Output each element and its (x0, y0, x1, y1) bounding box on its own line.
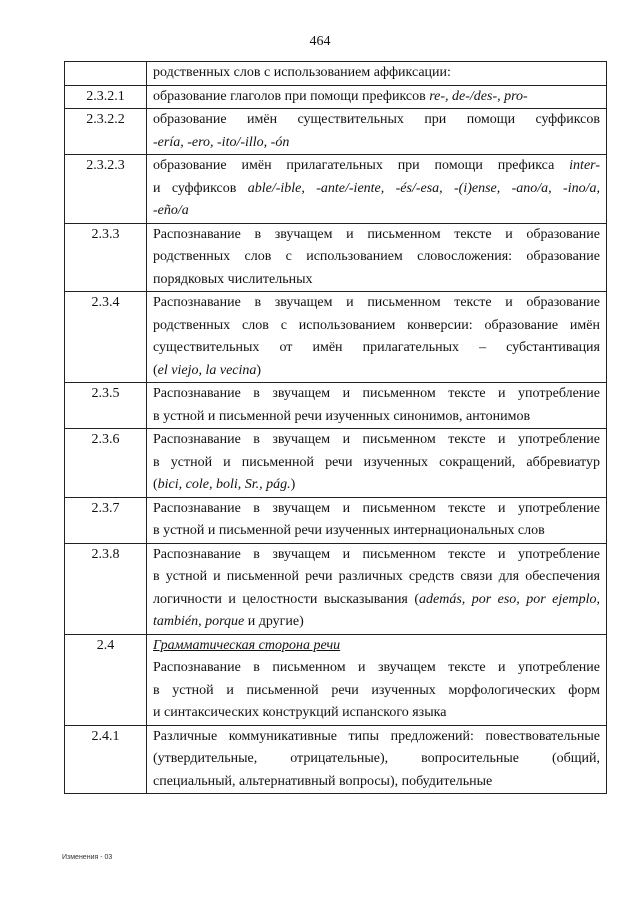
row-text (147, 725, 607, 794)
text-line: образование имён прилагательных при помощи префикса inter- (153, 158, 600, 173)
row-number: 2.3.4 (65, 292, 147, 383)
curriculum-table (64, 61, 607, 794)
text-line: (el viejo, la vecina) (153, 362, 262, 378)
row-text (147, 383, 607, 429)
table-row (65, 109, 607, 155)
text-line: Распознавание в звучащем и письменном тексте и образование (153, 226, 600, 242)
row-number: 2.3.6 (65, 429, 147, 498)
text-line: и суффиксов able/-ible, -ante/-iente, -és/-esa, -(i)ense, -ano/a, -ino/a, (153, 180, 600, 196)
table-row (65, 543, 607, 634)
text-line: también, porque и другие) (153, 614, 304, 629)
text-line: Распознавание в звучащем и письменном тексте и употребление (153, 546, 600, 562)
row-number: 2.3.2.3 (65, 155, 147, 224)
text-line: Распознавание в звучащем и письменном тексте и употребление (153, 500, 600, 516)
table-row (65, 634, 607, 725)
text-line: -ería, -ero, -ito/-illo, -ón (153, 134, 290, 150)
text-line: родственных слов с использованием аффиксации: (153, 65, 451, 80)
table-body (65, 62, 607, 794)
text-line: Различные коммуникативные типы предложений: повествовательные (153, 728, 600, 744)
table-row (65, 155, 607, 224)
table-row (65, 85, 607, 109)
text-line: в устной и письменной речи различных средств связи для обеспечения (153, 569, 600, 584)
text-line: существительных от имён прилагательных – субстантивация (153, 340, 600, 355)
row-number: 2.3.7 (65, 497, 147, 543)
text-line: Распознавание в звучащем и письменном тексте и образование (153, 295, 600, 310)
text-line: в устной и письменной речи изученных синонимов, антонимов (153, 408, 531, 424)
row-text (147, 497, 607, 543)
text-line: образование глаголов при помощи префиксов re-, de-/des-, pro- (153, 88, 528, 104)
text-line: Распознавание в звучащем и письменном тексте и употребление (153, 432, 600, 447)
table-row (65, 497, 607, 543)
row-text (147, 543, 607, 634)
table-row (65, 429, 607, 498)
row-text (147, 109, 607, 155)
page-number: 464 (309, 34, 331, 49)
table-row (65, 223, 607, 292)
section-heading: Грамматическая сторона речи (153, 637, 341, 653)
row-text (147, 155, 607, 224)
text-line: в устной и письменной речи изученных сокращений, аббревиатур (153, 454, 600, 470)
row-text (147, 429, 607, 498)
text-line: специальный, альтернативный вопросы), побудительные (153, 773, 493, 789)
text-line: и синтаксических конструкций испанского языка (153, 705, 447, 720)
table-row (65, 292, 607, 383)
text-line: в устной и письменной речи изученных интернациональных слов (153, 523, 545, 538)
text-line: родственных слов с использованием словосложения: образование (153, 249, 600, 264)
text-line: родственных слов с использованием конверсии: образование имён (153, 317, 600, 333)
text-line: образование имён существительных при помощи суффиксов (153, 112, 600, 127)
row-number (65, 62, 147, 86)
table-row (65, 383, 607, 429)
text-line: -eño/a (153, 203, 189, 218)
text-line: Распознавание в письменном и звучащем тексте и употребление (153, 660, 600, 675)
table-row (65, 62, 607, 86)
text-line: Распознавание в звучащем и письменном тексте и употребление (153, 386, 600, 401)
row-number: 2.3.3 (65, 223, 147, 292)
table-row (65, 725, 607, 794)
text-line: в устной и письменной речи изученных морфологических форм (153, 682, 600, 698)
row-text (147, 62, 607, 86)
row-text (147, 634, 607, 725)
row-number: 2.4 (65, 634, 147, 725)
row-number: 2.3.8 (65, 543, 147, 634)
footer-revision-note: Изменения - 03 (62, 854, 113, 861)
row-text (147, 292, 607, 383)
text-line: порядковых числительных (153, 271, 313, 287)
row-text (147, 223, 607, 292)
row-number: 2.3.2.2 (65, 109, 147, 155)
text-line: логичности и целостности высказывания (además, por eso, por ejemplo, (153, 591, 600, 607)
text-line: (bici, cole, boli, Sr., pág.) (153, 477, 296, 492)
row-number: 2.3.2.1 (65, 85, 147, 109)
row-number: 2.4.1 (65, 725, 147, 794)
text-line: (утвердительные, отрицательные), вопросительные (общий, (153, 751, 600, 766)
row-text (147, 85, 607, 109)
row-number: 2.3.5 (65, 383, 147, 429)
